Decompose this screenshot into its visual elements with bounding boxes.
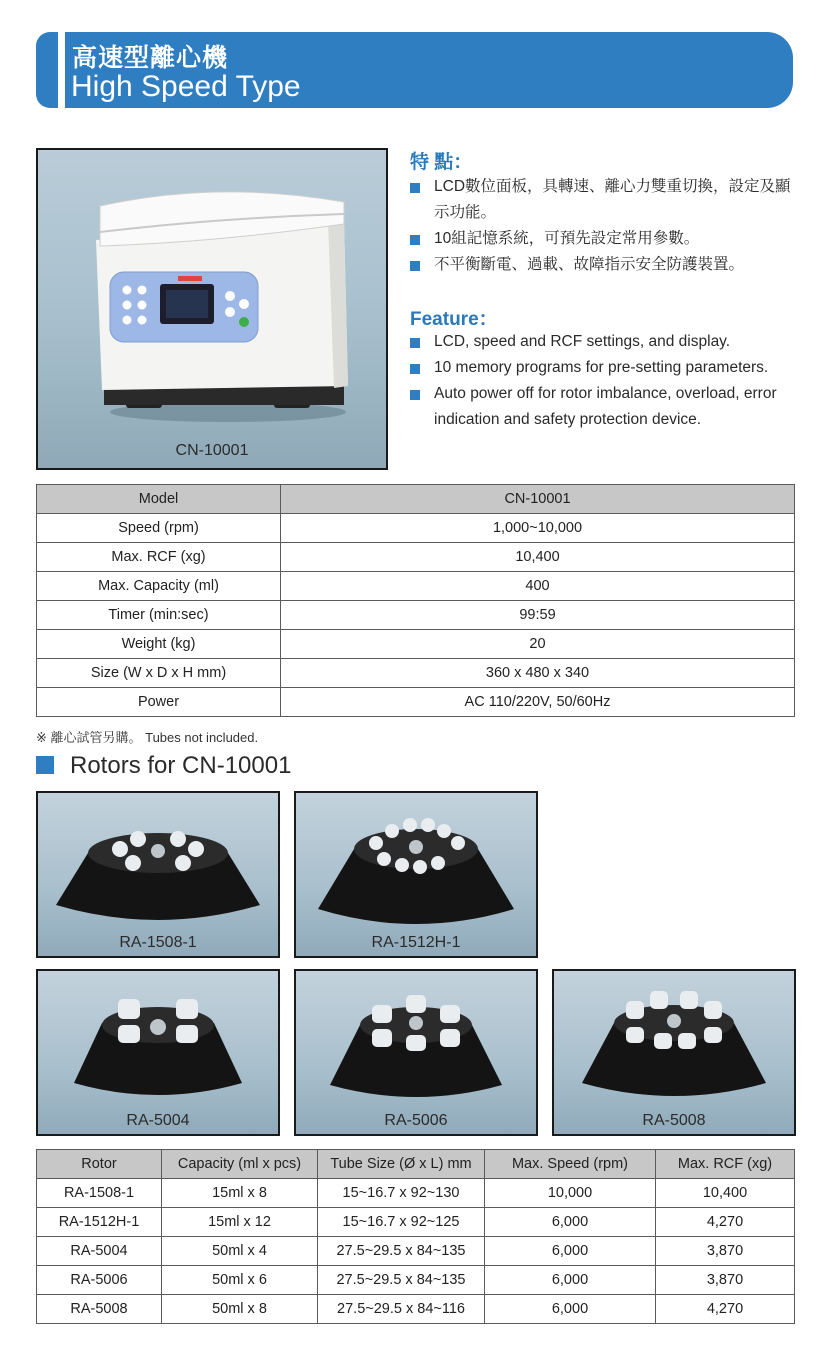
features-zh-list (410, 174, 800, 278)
table-row (37, 572, 795, 601)
rotor-image (294, 969, 538, 1136)
spec-label: Max. Capacity (ml) (37, 572, 281, 601)
rotor-cell: 4,270 (656, 1295, 795, 1324)
rotor-header-cell: Max. RCF (xg) (656, 1150, 795, 1179)
title-zh: 高速型離心機 (72, 44, 229, 72)
feature-zh-item (410, 174, 800, 226)
bullet-icon (410, 183, 420, 193)
spec-value: 400 (281, 572, 795, 601)
feature-zh-text: 10組記憶系統，可預先設定常用參數。 (434, 230, 700, 247)
table-row (37, 601, 795, 630)
rotor-cell: 50ml x 4 (162, 1237, 318, 1266)
bullet-icon (410, 390, 420, 400)
feature-en-text: Auto power off for rotor imbalance, overload, error indication and safety protection device. (434, 385, 777, 428)
banner-tab (36, 32, 58, 108)
spec-label: Timer (min:sec) (37, 601, 281, 630)
table-row (37, 688, 795, 717)
bullet-icon (410, 235, 420, 245)
spec-table (36, 484, 795, 717)
spec-value: 99:59 (281, 601, 795, 630)
spec-value: 20 (281, 630, 795, 659)
spec-value: AC 110/220V, 50/60Hz (281, 688, 795, 717)
table-row (37, 1237, 795, 1266)
rotor-header-cell: Tube Size (Ø x L) mm (318, 1150, 485, 1179)
rotor-caption: RA-1508-1 (119, 934, 197, 951)
spec-header-cell: CN-10001 (281, 485, 795, 514)
rotor-caption: RA-5006 (384, 1112, 448, 1129)
table-row (37, 1266, 795, 1295)
table-row (37, 543, 795, 572)
title-en: High Speed Type (71, 70, 301, 103)
rotor-cell: 10,400 (656, 1179, 795, 1208)
spec-header-cell: Model (37, 485, 281, 514)
rotor-image (552, 969, 796, 1136)
feature-zh-text: LCD數位面板，具轉速、離心力雙重切換，設定及顯示功能。 (434, 178, 791, 221)
centrifuge-illustration (38, 150, 386, 468)
rotor-cell: 3,870 (656, 1266, 795, 1295)
table-row (37, 514, 795, 543)
table-header-row (37, 485, 795, 514)
rotor-cell: RA-1508-1 (37, 1179, 162, 1208)
banner-gap (58, 32, 65, 108)
rotor-cell: 27.5~29.5 x 84~135 (318, 1237, 485, 1266)
rotor-cell: 15ml x 8 (162, 1179, 318, 1208)
rotor-header-cell: Rotor (37, 1150, 162, 1179)
rotor-image (36, 791, 280, 958)
tubes-note: ※ 離心試管另購。 Tubes not included. (36, 730, 259, 745)
rotor-image (294, 791, 538, 958)
spec-value: 10,400 (281, 543, 795, 572)
table-header-row (37, 1150, 795, 1179)
feature-en-text: LCD, speed and RCF settings, and display. (434, 333, 731, 350)
rotor-cell: 15~16.7 x 92~130 (318, 1179, 485, 1208)
rotor-cell: 4,270 (656, 1208, 795, 1237)
rotor-cell: RA-1512H-1 (37, 1208, 162, 1237)
spec-value: 1,000~10,000 (281, 514, 795, 543)
rotor-illustration (38, 971, 278, 1111)
table-row (37, 1208, 795, 1237)
table-row (37, 1179, 795, 1208)
bullet-icon (410, 261, 420, 271)
table-row (37, 659, 795, 688)
bullet-icon (410, 338, 420, 348)
rotor-caption: RA-1512H-1 (371, 934, 461, 951)
rotor-cell: 50ml x 8 (162, 1295, 318, 1324)
rotor-cell: 50ml x 6 (162, 1266, 318, 1295)
rotor-cell: 10,000 (485, 1179, 656, 1208)
spec-label: Max. RCF (xg) (37, 543, 281, 572)
rotor-cell: 6,000 (485, 1295, 656, 1324)
product-caption: CN-10001 (175, 442, 249, 459)
rotor-cell: RA-5004 (37, 1237, 162, 1266)
rotor-cell: 3,870 (656, 1237, 795, 1266)
spec-label: Speed (rpm) (37, 514, 281, 543)
table-row (37, 630, 795, 659)
rotor-cell: 27.5~29.5 x 84~116 (318, 1295, 485, 1324)
spec-label: Power (37, 688, 281, 717)
feature-en-text: 10 memory programs for pre-setting parameters. (434, 359, 769, 376)
feature-zh-item (410, 226, 800, 252)
spec-label: Size (W x D x H mm) (37, 659, 281, 688)
bullet-icon (410, 364, 420, 374)
rotor-illustration (296, 793, 536, 933)
table-row (37, 1295, 795, 1324)
rotor-cell: 6,000 (485, 1266, 656, 1295)
rotor-caption: RA-5004 (126, 1112, 190, 1129)
rotor-cell: 15~16.7 x 92~125 (318, 1208, 485, 1237)
feature-zh-item (410, 252, 800, 278)
spec-value: 360 x 480 x 340 (281, 659, 795, 688)
rotor-illustration (554, 971, 794, 1111)
rotors-heading (36, 752, 291, 780)
square-icon (36, 756, 54, 774)
rotor-header-cell: Max. Speed (rpm) (485, 1150, 656, 1179)
rotor-caption: RA-5008 (642, 1112, 706, 1129)
rotor-cell: 15ml x 12 (162, 1208, 318, 1237)
header-banner (36, 32, 793, 108)
rotor-table (36, 1149, 795, 1324)
feature-zh-text: 不平衡斷電、過載、故障指示安全防護裝置。 (434, 256, 745, 273)
rotor-cell: 27.5~29.5 x 84~135 (318, 1266, 485, 1295)
rotor-cell: 6,000 (485, 1237, 656, 1266)
rotor-illustration (38, 793, 278, 933)
rotor-cell: RA-5008 (37, 1295, 162, 1324)
rotor-header-cell: Capacity (ml x pcs) (162, 1150, 318, 1179)
features-en-heading: Feature： (410, 309, 498, 330)
rotors-heading-text: Rotors for CN-10001 (70, 752, 292, 779)
spec-label: Weight (kg) (37, 630, 281, 659)
features-en-list (410, 329, 802, 433)
feature-en-item (410, 381, 802, 433)
product-photo (36, 148, 388, 470)
rotor-cell: RA-5006 (37, 1266, 162, 1295)
features-zh-heading: 特 點： (410, 152, 473, 173)
rotor-image (36, 969, 280, 1136)
rotor-illustration (296, 971, 536, 1111)
feature-en-item (410, 329, 802, 355)
rotor-cell: 6,000 (485, 1208, 656, 1237)
feature-en-item (410, 355, 802, 381)
